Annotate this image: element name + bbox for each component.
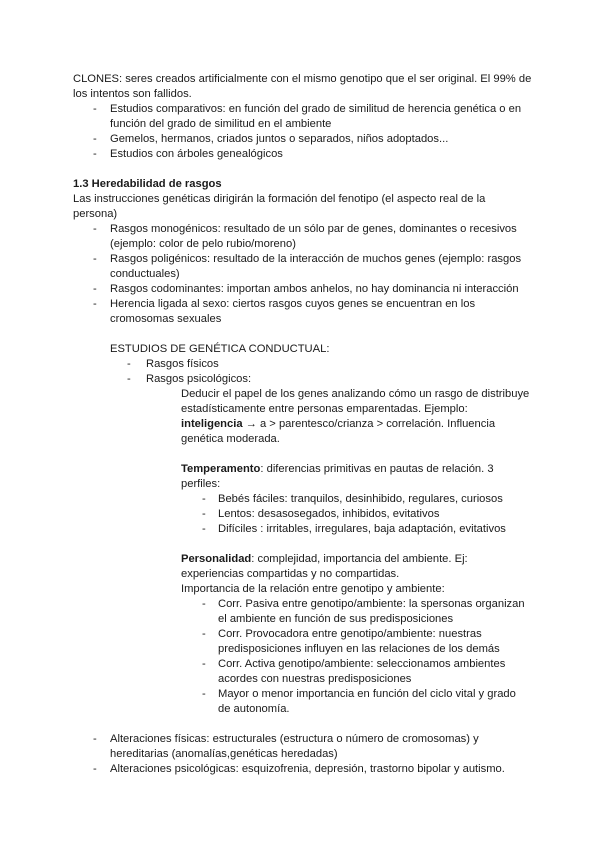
- correlacion-item: Corr. Pasiva entre genotipo/ambiente: la spersonas organizan: [218, 598, 525, 610]
- bullet-dash: -: [202, 493, 206, 505]
- section-intro-1: Las instrucciones genéticas dirigirán la formación del fenotipo (el aspecto real de la: [73, 193, 486, 205]
- correlacion-item-cont: acordes con nuestras predisposiciones: [218, 673, 412, 685]
- trait-item-cont: cromosomas sexuales: [110, 313, 222, 325]
- rasgos-fisicos: Rasgos físicos: [146, 358, 219, 370]
- temperamento-line-2: perfiles:: [181, 478, 221, 490]
- section-heading: 1.3 Heredabilidad de rasgos: [73, 178, 222, 190]
- trait-item: Rasgos monogénicos: resultado de un sólo par de genes, dominantes o recesivos: [110, 223, 517, 235]
- bullet-dash: -: [202, 508, 206, 520]
- alteracion-item: Alteraciones psicológicas: esquizofrenia, depresión, trastorno bipolar y autismo.: [110, 763, 505, 775]
- personalidad-line-2: experiencias compartidas y no compartidas.: [181, 568, 400, 580]
- bullet-dash: -: [93, 133, 97, 145]
- inteligencia-label: inteligencia: [181, 418, 243, 430]
- temperamento-item: Lentos: desasosegados, inhibidos, evitativos: [218, 508, 440, 520]
- bullet-dash: -: [93, 763, 97, 775]
- rasgos-psicologicos: Rasgos psicológicos:: [146, 373, 252, 385]
- bullet-dash: -: [93, 298, 97, 310]
- bullet-dash: -: [93, 283, 97, 295]
- trait-item: Herencia ligada al sexo: ciertos rasgos cuyos genes se encuentran en los: [110, 298, 476, 310]
- personalidad-line-3: Importancia de la relación entre genotipo y ambiente:: [181, 583, 445, 595]
- trait-item-cont: conductuales): [110, 268, 180, 280]
- bullet-dash: -: [202, 598, 206, 610]
- temperamento-item: Difíciles : irritables, irregulares, baja adaptación, evitativos: [218, 523, 506, 535]
- correlacion-item-cont: el ambiente en función de sus predisposiciones: [218, 613, 454, 625]
- correlacion-item-cont: de autonomía.: [218, 703, 290, 715]
- personalidad-label: Personalidad: [181, 553, 252, 565]
- deducir-line-1: Deducir el papel de los genes analizando cómo un rasgo de distribuye: [181, 388, 530, 400]
- bullet-dash: -: [93, 733, 97, 745]
- bullet-dash: -: [93, 148, 97, 160]
- trait-item-cont: (ejemplo: color de pelo rubio/moreno): [110, 238, 296, 250]
- bullet-dash: -: [127, 373, 131, 385]
- clones-item: Gemelos, hermanos, criados juntos o separados, niños adoptados...: [110, 133, 449, 145]
- bullet-dash: -: [202, 688, 206, 700]
- section-intro-2: persona): [73, 208, 118, 220]
- clones-item-cont: función del grado de similitud en el ambiente: [110, 118, 332, 130]
- clones-line-2: los intentos son fallidos.: [73, 88, 192, 100]
- estudios-heading: ESTUDIOS DE GENÉTICA CONDUCTUAL:: [110, 343, 330, 355]
- personalidad-text: : complejidad, importancia del ambiente. Ej:: [251, 553, 468, 565]
- alteracion-item-cont: hereditarias (anomalías,genéticas heredadas): [110, 748, 338, 760]
- trait-item: Rasgos poligénicos: resultado de la interacción de muchos genes (ejemplo: rasgos: [110, 253, 522, 265]
- bullet-dash: -: [202, 628, 206, 640]
- correlacion-item: Corr. Provocadora entre genotipo/ambiente: nuestras: [218, 628, 482, 640]
- correlacion-item-cont: predisposiciones influyen en las relaciones de los demás: [218, 643, 500, 655]
- clones-item: Estudios con árboles genealógicos: [110, 148, 283, 160]
- correlacion-item: Mayor o menor importancia en función del ciclo vital y grado: [218, 688, 516, 700]
- bullet-dash: -: [127, 358, 131, 370]
- bullet-dash: -: [93, 253, 97, 265]
- temperamento-line: [181, 462, 494, 477]
- correlacion-item: Corr. Activa genotipo/ambiente: seleccionamos ambientes: [218, 658, 506, 670]
- personalidad-line: [181, 552, 468, 567]
- bullet-dash: -: [93, 103, 97, 115]
- temperamento-label: Temperamento: [181, 463, 261, 475]
- inteligencia-line: [181, 417, 495, 432]
- temperamento-text: : diferencias primitivas en pautas de relación. 3: [260, 463, 494, 475]
- bullet-dash: -: [202, 658, 206, 670]
- clones-item: Estudios comparativos: en función del grado de similitud de herencia genética o en: [110, 103, 522, 115]
- bullet-dash: -: [93, 223, 97, 235]
- trait-item: Rasgos codominantes: importan ambos anhelos, no hay dominancia ni interacción: [110, 283, 519, 295]
- deducir-line-2: estadísticamente entre personas emparentadas. Ejemplo:: [181, 403, 468, 415]
- clones-line-1: CLONES: seres creados artificialmente con el mismo genotipo que el ser original. El 99% de: [73, 73, 532, 85]
- inteligencia-line-2: genética moderada.: [181, 433, 280, 445]
- inteligencia-text: → a > parentesco/crianza > correlación. Influencia: [242, 418, 496, 430]
- temperamento-item: Bebés fáciles: tranquilos, desinhibido, regulares, curiosos: [218, 493, 503, 505]
- bullet-dash: -: [202, 523, 206, 535]
- alteracion-item: Alteraciones físicas: estructurales (estructura o número de cromosomas) y: [110, 733, 479, 745]
